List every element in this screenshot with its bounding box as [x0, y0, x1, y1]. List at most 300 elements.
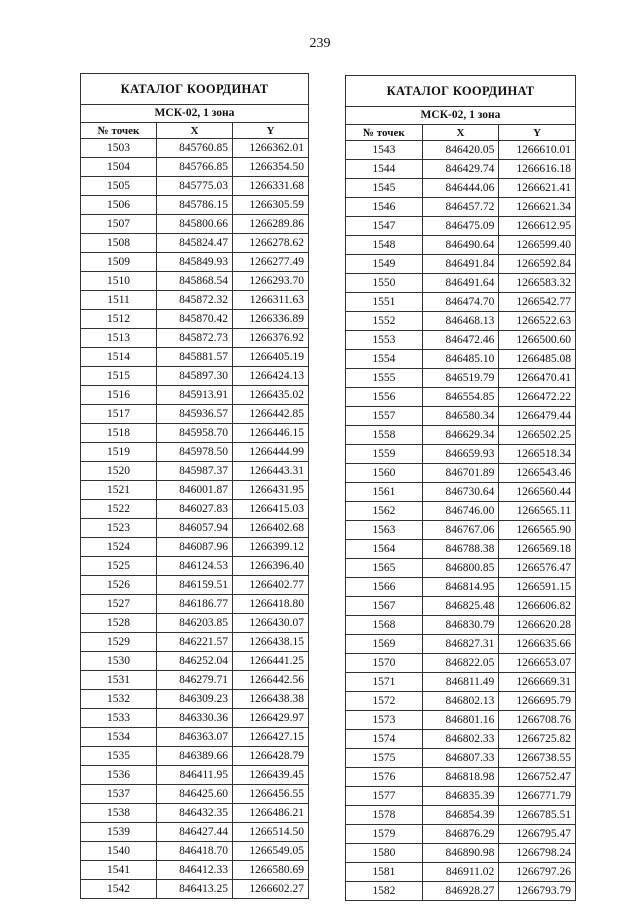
x-coordinate-cell: 846911.02 [422, 863, 499, 882]
table-row [346, 369, 576, 388]
x-coordinate-cell: 846203.85 [157, 614, 233, 633]
point-number-cell: 1567 [346, 597, 423, 616]
table-row [81, 557, 309, 576]
x-coordinate-cell: 845849.93 [157, 253, 233, 272]
point-number-cell: 1576 [346, 768, 423, 787]
x-coordinate-cell: 846854.39 [422, 806, 499, 825]
point-number-cell: 1503 [81, 139, 157, 158]
table-row [346, 179, 576, 198]
point-number-cell: 1516 [81, 386, 157, 405]
y-coordinate-cell: 1266612.95 [499, 217, 576, 236]
y-coordinate-cell: 1266576.47 [499, 559, 576, 578]
y-coordinate-cell: 1266278.62 [233, 234, 309, 253]
table-row [81, 481, 309, 500]
y-coordinate-cell: 1266311.63 [233, 291, 309, 310]
table-row [81, 386, 309, 405]
x-coordinate-cell: 845800.66 [157, 215, 233, 234]
y-coordinate-cell: 1266543.46 [499, 464, 576, 483]
y-coordinate-cell: 1266514.50 [233, 823, 309, 842]
x-coordinate-cell: 845760.85 [157, 139, 233, 158]
table-row [81, 196, 309, 215]
point-number-cell: 1538 [81, 804, 157, 823]
table-row [81, 842, 309, 861]
x-coordinate-cell: 845897.30 [157, 367, 233, 386]
y-coordinate-cell: 1266376.92 [233, 329, 309, 348]
y-coordinate-cell: 1266418.80 [233, 595, 309, 614]
table-row [346, 844, 576, 863]
x-coordinate-cell: 846802.33 [422, 730, 499, 749]
point-number-cell: 1568 [346, 616, 423, 635]
table-row [81, 709, 309, 728]
point-number-cell: 1544 [346, 160, 423, 179]
column-header-x: X [422, 125, 499, 141]
table-row [346, 578, 576, 597]
table-row [81, 272, 309, 291]
point-number-cell: 1531 [81, 671, 157, 690]
x-coordinate-cell: 846822.05 [422, 654, 499, 673]
x-coordinate-cell: 846186.77 [157, 595, 233, 614]
table-row [346, 407, 576, 426]
point-number-cell: 1535 [81, 747, 157, 766]
y-coordinate-cell: 1266402.77 [233, 576, 309, 595]
x-coordinate-cell: 846159.51 [157, 576, 233, 595]
y-coordinate-cell: 1266479.44 [499, 407, 576, 426]
table-row [346, 236, 576, 255]
point-number-cell: 1534 [81, 728, 157, 747]
x-coordinate-cell: 846890.98 [422, 844, 499, 863]
y-coordinate-cell: 1266653.07 [499, 654, 576, 673]
table-row [346, 711, 576, 730]
point-number-cell: 1553 [346, 331, 423, 350]
y-coordinate-cell: 1266542.77 [499, 293, 576, 312]
table-row [346, 255, 576, 274]
table-row [346, 198, 576, 217]
table-row [81, 861, 309, 880]
y-coordinate-cell: 1266472.22 [499, 388, 576, 407]
y-coordinate-cell: 1266565.11 [499, 502, 576, 521]
table-row [346, 540, 576, 559]
x-coordinate-cell: 846928.27 [422, 882, 499, 901]
table-row [81, 500, 309, 519]
point-number-cell: 1555 [346, 369, 423, 388]
x-coordinate-cell: 846427.44 [157, 823, 233, 842]
table-row [81, 424, 309, 443]
point-number-cell: 1514 [81, 348, 157, 367]
table-row [81, 614, 309, 633]
y-coordinate-cell: 1266399.12 [233, 538, 309, 557]
point-number-cell: 1580 [346, 844, 423, 863]
table-row [81, 633, 309, 652]
y-coordinate-cell: 1266793.79 [499, 882, 576, 901]
table-row [81, 671, 309, 690]
point-number-cell: 1546 [346, 198, 423, 217]
y-coordinate-cell: 1266293.70 [233, 272, 309, 291]
table-row [346, 388, 576, 407]
y-coordinate-cell: 1266798.24 [499, 844, 576, 863]
point-number-cell: 1559 [346, 445, 423, 464]
table-row [81, 728, 309, 747]
catalog-title: КАТАЛОГ КООРДИНАТ [81, 74, 309, 105]
table-row [81, 538, 309, 557]
x-coordinate-cell: 846413.25 [157, 880, 233, 899]
x-coordinate-cell: 845872.73 [157, 329, 233, 348]
table-row [81, 329, 309, 348]
y-coordinate-cell: 1266583.32 [499, 274, 576, 293]
x-coordinate-cell: 846801.16 [422, 711, 499, 730]
point-number-cell: 1526 [81, 576, 157, 595]
table-row [346, 350, 576, 369]
y-coordinate-cell: 1266708.76 [499, 711, 576, 730]
x-coordinate-cell: 845766.85 [157, 158, 233, 177]
page-number: 239 [309, 36, 331, 51]
point-number-cell: 1521 [81, 481, 157, 500]
point-number-cell: 1578 [346, 806, 423, 825]
table-row [346, 882, 576, 901]
point-number-cell: 1558 [346, 426, 423, 445]
table-row [81, 253, 309, 272]
y-coordinate-cell: 1266569.18 [499, 540, 576, 559]
table-row [81, 405, 309, 424]
x-coordinate-cell: 846811.49 [422, 673, 499, 692]
table-row [346, 464, 576, 483]
y-coordinate-cell: 1266771.79 [499, 787, 576, 806]
y-coordinate-cell: 1266430.07 [233, 614, 309, 633]
point-number-cell: 1566 [346, 578, 423, 597]
x-coordinate-cell: 846835.39 [422, 787, 499, 806]
table-row [346, 616, 576, 635]
x-coordinate-cell: 846807.33 [422, 749, 499, 768]
point-number-cell: 1527 [81, 595, 157, 614]
table-row [81, 576, 309, 595]
x-coordinate-cell: 846411.95 [157, 766, 233, 785]
table-row [346, 635, 576, 654]
point-number-cell: 1557 [346, 407, 423, 426]
table-row [81, 310, 309, 329]
point-number-cell: 1542 [81, 880, 157, 899]
x-coordinate-cell: 846491.84 [422, 255, 499, 274]
point-number-cell: 1530 [81, 652, 157, 671]
y-coordinate-cell: 1266289.86 [233, 215, 309, 234]
x-coordinate-cell: 846087.96 [157, 538, 233, 557]
x-coordinate-cell: 846432.35 [157, 804, 233, 823]
y-coordinate-cell: 1266442.56 [233, 671, 309, 690]
x-coordinate-cell: 845786.15 [157, 196, 233, 215]
point-number-cell: 1552 [346, 312, 423, 331]
x-coordinate-cell: 846830.79 [422, 616, 499, 635]
point-number-cell: 1517 [81, 405, 157, 424]
x-coordinate-cell: 846490.64 [422, 236, 499, 255]
point-number-cell: 1564 [346, 540, 423, 559]
point-number-cell: 1549 [346, 255, 423, 274]
table-row [346, 787, 576, 806]
table-row [346, 293, 576, 312]
y-coordinate-cell: 1266580.69 [233, 861, 309, 880]
point-number-cell: 1551 [346, 293, 423, 312]
table-row [346, 806, 576, 825]
table-row [346, 217, 576, 236]
x-coordinate-cell: 845881.57 [157, 348, 233, 367]
x-coordinate-cell: 846730.64 [422, 483, 499, 502]
y-coordinate-cell: 1266725.82 [499, 730, 576, 749]
x-coordinate-cell: 846425.60 [157, 785, 233, 804]
point-number-cell: 1512 [81, 310, 157, 329]
x-coordinate-cell: 846554.85 [422, 388, 499, 407]
x-coordinate-cell: 846412.33 [157, 861, 233, 880]
point-number-cell: 1539 [81, 823, 157, 842]
y-coordinate-cell: 1266438.15 [233, 633, 309, 652]
point-number-cell: 1511 [81, 291, 157, 310]
y-coordinate-cell: 1266635.66 [499, 635, 576, 654]
table-row [346, 502, 576, 521]
y-coordinate-cell: 1266442.85 [233, 405, 309, 424]
y-coordinate-cell: 1266797.26 [499, 863, 576, 882]
x-coordinate-cell: 846485.10 [422, 350, 499, 369]
x-coordinate-cell: 846802.13 [422, 692, 499, 711]
x-coordinate-cell: 846818.98 [422, 768, 499, 787]
table-row [346, 749, 576, 768]
point-number-cell: 1505 [81, 177, 157, 196]
point-number-cell: 1565 [346, 559, 423, 578]
column-header-point: № точек [346, 125, 423, 141]
y-coordinate-cell: 1266738.55 [499, 749, 576, 768]
point-number-cell: 1507 [81, 215, 157, 234]
table-row [81, 291, 309, 310]
table-row [81, 348, 309, 367]
table-row [346, 863, 576, 882]
point-number-cell: 1563 [346, 521, 423, 540]
point-number-cell: 1540 [81, 842, 157, 861]
x-coordinate-cell: 846491.64 [422, 274, 499, 293]
y-coordinate-cell: 1266444.99 [233, 443, 309, 462]
table-row [81, 690, 309, 709]
y-coordinate-cell: 1266470.41 [499, 369, 576, 388]
x-coordinate-cell: 846814.95 [422, 578, 499, 597]
column-header-point: № точек [81, 123, 157, 139]
y-coordinate-cell: 1266695.79 [499, 692, 576, 711]
table-row [81, 823, 309, 842]
table-row [346, 160, 576, 179]
coordinate-catalog-left [80, 73, 309, 899]
x-coordinate-cell: 845870.42 [157, 310, 233, 329]
y-coordinate-cell: 1266354.50 [233, 158, 309, 177]
x-coordinate-cell: 846001.87 [157, 481, 233, 500]
x-coordinate-cell: 845978.50 [157, 443, 233, 462]
y-coordinate-cell: 1266277.49 [233, 253, 309, 272]
point-number-cell: 1543 [346, 141, 423, 160]
x-coordinate-cell: 845913.91 [157, 386, 233, 405]
point-number-cell: 1504 [81, 158, 157, 177]
x-coordinate-cell: 846429.74 [422, 160, 499, 179]
table-row [346, 483, 576, 502]
y-coordinate-cell: 1266502.25 [499, 426, 576, 445]
point-number-cell: 1581 [346, 863, 423, 882]
point-number-cell: 1548 [346, 236, 423, 255]
y-coordinate-cell: 1266621.41 [499, 179, 576, 198]
zone-label: МСК-02, 1 зона [81, 105, 309, 123]
y-coordinate-cell: 1266441.25 [233, 652, 309, 671]
x-coordinate-cell: 845872.32 [157, 291, 233, 310]
table-row [346, 141, 576, 160]
x-coordinate-cell: 846444.06 [422, 179, 499, 198]
point-number-cell: 1577 [346, 787, 423, 806]
table-row [81, 139, 309, 158]
table-row [346, 673, 576, 692]
x-coordinate-cell: 846309.23 [157, 690, 233, 709]
x-coordinate-cell: 845775.03 [157, 177, 233, 196]
table-row [346, 521, 576, 540]
y-coordinate-cell: 1266415.03 [233, 500, 309, 519]
point-number-cell: 1529 [81, 633, 157, 652]
table-row [346, 426, 576, 445]
point-number-cell: 1572 [346, 692, 423, 711]
y-coordinate-cell: 1266592.84 [499, 255, 576, 274]
y-coordinate-cell: 1266599.40 [499, 236, 576, 255]
x-coordinate-cell: 846389.66 [157, 747, 233, 766]
y-coordinate-cell: 1266620.28 [499, 616, 576, 635]
y-coordinate-cell: 1266435.02 [233, 386, 309, 405]
point-number-cell: 1518 [81, 424, 157, 443]
table-row [346, 445, 576, 464]
y-coordinate-cell: 1266396.40 [233, 557, 309, 576]
point-number-cell: 1532 [81, 690, 157, 709]
point-number-cell: 1575 [346, 749, 423, 768]
x-coordinate-cell: 845936.57 [157, 405, 233, 424]
point-number-cell: 1550 [346, 274, 423, 293]
point-number-cell: 1570 [346, 654, 423, 673]
x-coordinate-cell: 846876.29 [422, 825, 499, 844]
table-row [346, 331, 576, 350]
x-coordinate-cell: 846457.72 [422, 198, 499, 217]
x-coordinate-cell: 846580.34 [422, 407, 499, 426]
table-row [346, 692, 576, 711]
y-coordinate-cell: 1266362.01 [233, 139, 309, 158]
point-number-cell: 1509 [81, 253, 157, 272]
table-row [81, 519, 309, 538]
table-row [346, 730, 576, 749]
point-number-cell: 1508 [81, 234, 157, 253]
y-coordinate-cell: 1266669.31 [499, 673, 576, 692]
catalog-title: КАТАЛОГ КООРДИНАТ [346, 76, 576, 107]
point-number-cell: 1541 [81, 861, 157, 880]
x-coordinate-cell: 846279.71 [157, 671, 233, 690]
catalog-body [346, 141, 576, 901]
point-number-cell: 1520 [81, 462, 157, 481]
x-coordinate-cell: 846468.13 [422, 312, 499, 331]
point-number-cell: 1556 [346, 388, 423, 407]
table-row [81, 443, 309, 462]
y-coordinate-cell: 1266438.38 [233, 690, 309, 709]
x-coordinate-cell: 846800.85 [422, 559, 499, 578]
x-coordinate-cell: 846629.34 [422, 426, 499, 445]
table-row [346, 654, 576, 673]
table-row [346, 768, 576, 787]
x-coordinate-cell: 845958.70 [157, 424, 233, 443]
y-coordinate-cell: 1266428.79 [233, 747, 309, 766]
x-coordinate-cell: 845824.47 [157, 234, 233, 253]
y-coordinate-cell: 1266560.44 [499, 483, 576, 502]
y-coordinate-cell: 1266795.47 [499, 825, 576, 844]
x-coordinate-cell: 846418.70 [157, 842, 233, 861]
table-row [81, 804, 309, 823]
y-coordinate-cell: 1266429.97 [233, 709, 309, 728]
y-coordinate-cell: 1266785.51 [499, 806, 576, 825]
x-coordinate-cell: 846330.36 [157, 709, 233, 728]
x-coordinate-cell: 846420.05 [422, 141, 499, 160]
point-number-cell: 1528 [81, 614, 157, 633]
y-coordinate-cell: 1266565.90 [499, 521, 576, 540]
x-coordinate-cell: 846221.57 [157, 633, 233, 652]
table-row [346, 559, 576, 578]
x-coordinate-cell: 846825.48 [422, 597, 499, 616]
point-number-cell: 1569 [346, 635, 423, 654]
y-coordinate-cell: 1266500.60 [499, 331, 576, 350]
x-coordinate-cell: 846827.31 [422, 635, 499, 654]
x-coordinate-cell: 846767.06 [422, 521, 499, 540]
point-number-cell: 1562 [346, 502, 423, 521]
y-coordinate-cell: 1266427.15 [233, 728, 309, 747]
coordinate-catalog-right [345, 75, 576, 901]
x-coordinate-cell: 846057.94 [157, 519, 233, 538]
y-coordinate-cell: 1266402.68 [233, 519, 309, 538]
y-coordinate-cell: 1266621.34 [499, 198, 576, 217]
table-row [346, 825, 576, 844]
table-row [346, 597, 576, 616]
y-coordinate-cell: 1266602.27 [233, 880, 309, 899]
y-coordinate-cell: 1266336.89 [233, 310, 309, 329]
x-coordinate-cell: 846659.93 [422, 445, 499, 464]
x-coordinate-cell: 846363.07 [157, 728, 233, 747]
y-coordinate-cell: 1266424.13 [233, 367, 309, 386]
x-coordinate-cell: 845987.37 [157, 462, 233, 481]
point-number-cell: 1513 [81, 329, 157, 348]
point-number-cell: 1571 [346, 673, 423, 692]
point-number-cell: 1536 [81, 766, 157, 785]
y-coordinate-cell: 1266486.21 [233, 804, 309, 823]
y-coordinate-cell: 1266331.68 [233, 177, 309, 196]
y-coordinate-cell: 1266305.59 [233, 196, 309, 215]
x-coordinate-cell: 846474.70 [422, 293, 499, 312]
table-row [81, 785, 309, 804]
point-number-cell: 1537 [81, 785, 157, 804]
x-coordinate-cell: 846788.38 [422, 540, 499, 559]
point-number-cell: 1574 [346, 730, 423, 749]
y-coordinate-cell: 1266485.08 [499, 350, 576, 369]
point-number-cell: 1519 [81, 443, 157, 462]
point-number-cell: 1525 [81, 557, 157, 576]
y-coordinate-cell: 1266446.15 [233, 424, 309, 443]
point-number-cell: 1515 [81, 367, 157, 386]
x-coordinate-cell: 846519.79 [422, 369, 499, 388]
point-number-cell: 1524 [81, 538, 157, 557]
x-coordinate-cell: 846027.83 [157, 500, 233, 519]
y-coordinate-cell: 1266431.95 [233, 481, 309, 500]
table-row [346, 312, 576, 331]
point-number-cell: 1560 [346, 464, 423, 483]
y-coordinate-cell: 1266443.31 [233, 462, 309, 481]
zone-label: МСК-02, 1 зона [346, 107, 576, 125]
point-number-cell: 1510 [81, 272, 157, 291]
table-row [81, 880, 309, 899]
x-coordinate-cell: 846475.09 [422, 217, 499, 236]
y-coordinate-cell: 1266518.34 [499, 445, 576, 464]
point-number-cell: 1533 [81, 709, 157, 728]
x-coordinate-cell: 846252.04 [157, 652, 233, 671]
table-row [346, 274, 576, 293]
point-number-cell: 1582 [346, 882, 423, 901]
table-row [81, 215, 309, 234]
y-coordinate-cell: 1266591.15 [499, 578, 576, 597]
point-number-cell: 1523 [81, 519, 157, 538]
